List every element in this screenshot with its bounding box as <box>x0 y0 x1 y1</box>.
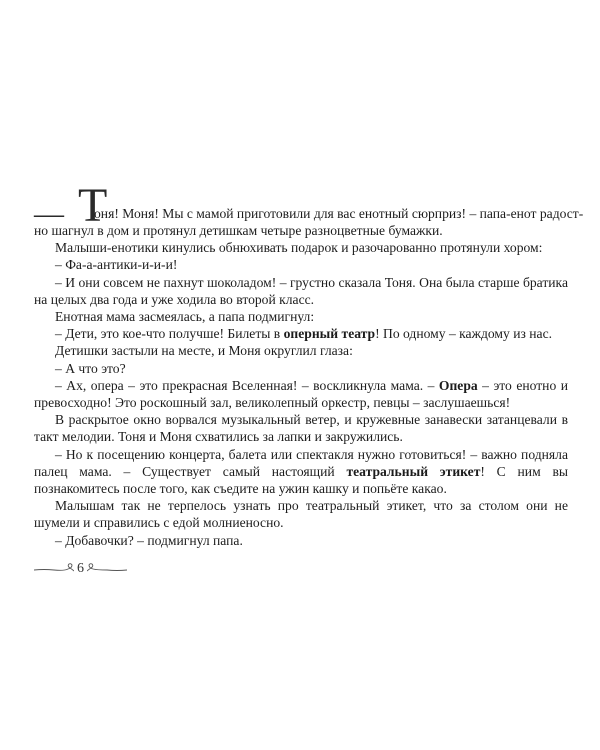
paragraph-1-rest: но шагнул в дом и протянул детишкам четыре разноцветные бумажки. <box>34 223 443 238</box>
paragraph-11-text-c: ! С ним вы познакомитесь после того, как съедите на ужин кашку и попьёте какао. <box>34 463 568 497</box>
page-number: 6 <box>77 561 84 576</box>
flourish-ornament-right-icon <box>87 562 127 576</box>
opera-theatre-bold: оперный театр <box>283 326 376 342</box>
paragraph-11-text-a: – Но к посещению концерта, балета или спектакля нужно готовиться! – важно подняла палец мама. – Существует самый настоящий <box>34 446 568 479</box>
paragraph-10: В раскрытое окно ворвался музыкальный ветер, и кружевные занавески затанцевали в такт мелодии. Тоня и Моня схватились за лапки и закружились. <box>34 412 568 445</box>
paragraph-12: Малышам так не терпелось узнать про театральный этикет, что за столом они не шумели и справились с едой молниеносно. <box>34 498 568 531</box>
paragraph-6 <box>34 325 568 342</box>
paragraph-13: – Добавочки? – подмигнул папа. <box>55 532 243 548</box>
paragraph-5: Енотная мама засмеялась, а папа подмигнул: <box>55 309 315 325</box>
paragraph-7: Детишки застыли на месте, и Моня округлил глаза: <box>55 343 353 359</box>
paragraph-1-first-line: оня! Моня! Мы с мамой приготовили для вас енотный сюрприз! – папа-енот радост- <box>94 206 584 221</box>
opening-dash: — <box>34 197 64 230</box>
paragraph-9-text-c: – это енотно и превосходно! Это роскошный зал, великолепный оркестр, певцы – заслушаешься! <box>34 377 569 411</box>
paragraph-9 <box>34 377 568 411</box>
paragraph-4: – И они совсем не пахнут шоколадом! – грустно сказала Тоня. Она была старше братика на целых два года и уже ходила во второй класс. <box>34 274 568 307</box>
paragraph-11 <box>34 446 568 498</box>
drop-cap-letter: Т <box>78 179 108 232</box>
paragraph-6-text-a: – Дети, это кое-что получше! Билеты в <box>55 326 284 342</box>
paragraph-9-text-a: – Ах, опера – это прекрасная Вселенная! – воскликнула мама. – <box>55 377 439 393</box>
page-footer <box>34 558 154 580</box>
paragraph-6-text-c: ! По одному – каждому из нас. <box>375 326 553 342</box>
paragraph-8: – А что это? <box>55 360 126 376</box>
theatre-etiquette-bold: театральный этикет <box>346 463 481 479</box>
flourish-ornament-left-icon <box>34 562 74 576</box>
paragraph-2: Малыши-енотики кинулись обнюхивать подарок и разочарованно протянули хором: <box>55 240 543 256</box>
paragraph-3: – Фа-а-антики-и-и-и! <box>55 257 178 273</box>
story-text <box>34 179 584 549</box>
opera-bold: Опера <box>438 377 478 393</box>
